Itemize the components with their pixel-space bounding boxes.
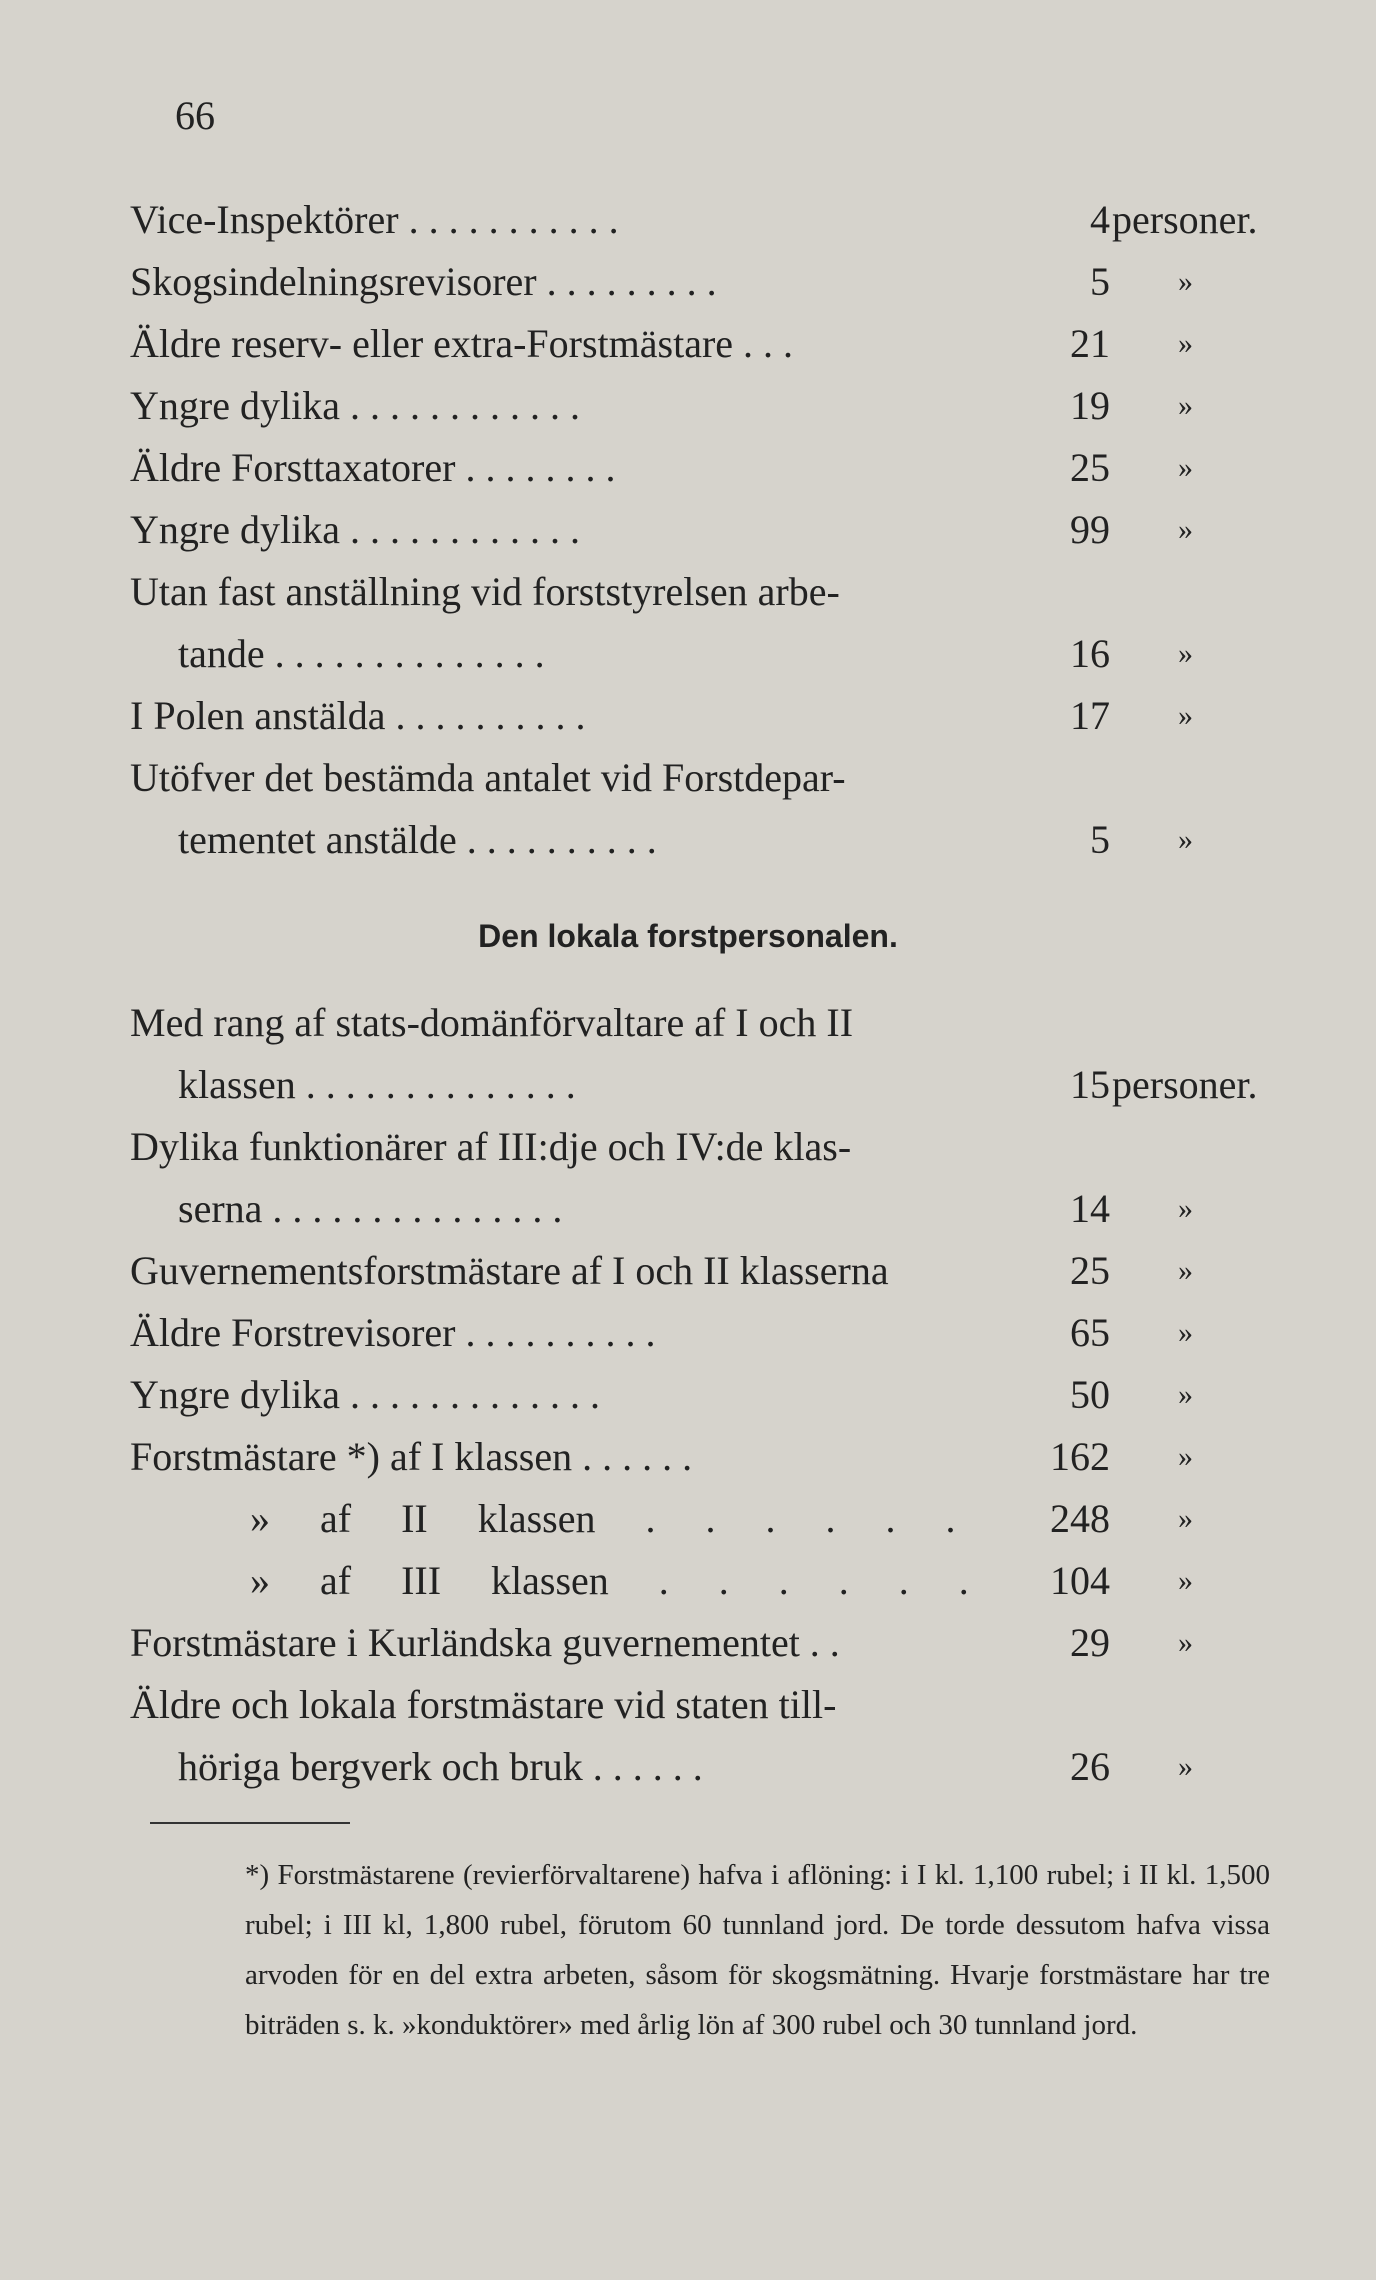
row-label: Äldre och lokala forstmästare vid staten till- bbox=[130, 1682, 837, 1727]
row-label: » af III klassen . . . . . . bbox=[250, 1558, 969, 1603]
page-number: 66 bbox=[175, 93, 215, 138]
row-count: 25 bbox=[1070, 1248, 1110, 1293]
row-label: Guvernementsforstmästare af I och II klasserna bbox=[130, 1248, 889, 1293]
row-label: höriga bergverk och bruk . . . . . . bbox=[178, 1744, 703, 1789]
list-row bbox=[130, 1553, 1270, 1609]
row-unit: » bbox=[1178, 389, 1193, 422]
list-row bbox=[130, 1119, 1270, 1175]
row-unit: » bbox=[1178, 1626, 1193, 1659]
row-count: 4 bbox=[1090, 197, 1110, 242]
row-label: Vice-Inspektörer . . . . . . . . . . . bbox=[130, 197, 619, 242]
list-row bbox=[130, 502, 1270, 558]
row-label: Yngre dylika . . . . . . . . . . . . bbox=[130, 507, 580, 552]
row-count: 17 bbox=[1070, 693, 1110, 738]
list-row bbox=[130, 1367, 1270, 1423]
row-unit: » bbox=[1178, 1440, 1193, 1473]
footnote-rule bbox=[150, 1822, 350, 1824]
list-row bbox=[130, 688, 1270, 744]
row-unit: » bbox=[1178, 699, 1193, 732]
list-row bbox=[130, 1739, 1270, 1795]
row-unit: » bbox=[1178, 823, 1193, 856]
row-unit: » bbox=[1178, 1316, 1193, 1349]
list-row bbox=[130, 626, 1270, 682]
row-unit: » bbox=[1178, 451, 1193, 484]
list-row bbox=[130, 995, 1270, 1051]
list-row bbox=[130, 254, 1270, 310]
row-label: klassen . . . . . . . . . . . . . . bbox=[178, 1062, 576, 1107]
row-count: 14 bbox=[1070, 1186, 1110, 1231]
row-unit: personer. bbox=[1112, 1062, 1258, 1107]
row-label: Äldre Forstrevisorer . . . . . . . . . . bbox=[130, 1310, 656, 1355]
footnote bbox=[150, 1850, 1270, 2050]
row-count: 5 bbox=[1090, 817, 1110, 862]
row-label: Skogsindelningsrevisorer . . . . . . . . . bbox=[130, 259, 717, 304]
row-unit: personer. bbox=[1112, 197, 1258, 242]
row-count: 99 bbox=[1070, 507, 1110, 552]
section-heading: Den lokala forstpersonalen. bbox=[478, 918, 898, 954]
row-unit: » bbox=[1178, 1192, 1193, 1225]
row-count: 162 bbox=[1050, 1434, 1110, 1479]
list-row bbox=[130, 1677, 1270, 1733]
row-unit: » bbox=[1178, 1254, 1193, 1287]
row-label: tande . . . . . . . . . . . . . . bbox=[178, 631, 545, 676]
list-row bbox=[130, 316, 1270, 372]
list-row bbox=[130, 1615, 1270, 1671]
row-unit: » bbox=[1178, 1378, 1193, 1411]
row-count: 21 bbox=[1070, 321, 1110, 366]
row-unit: » bbox=[1178, 265, 1193, 298]
row-count: 15 bbox=[1070, 1062, 1110, 1107]
list-row bbox=[130, 564, 1270, 620]
row-count: 26 bbox=[1070, 1744, 1110, 1789]
row-count: 5 bbox=[1090, 259, 1110, 304]
row-count: 248 bbox=[1050, 1496, 1110, 1541]
row-unit: » bbox=[1178, 637, 1193, 670]
row-label: Äldre Forsttaxatorer . . . . . . . . bbox=[130, 445, 616, 490]
list-row bbox=[130, 440, 1270, 496]
row-label: Dylika funktionärer af III:dje och IV:de klas- bbox=[130, 1124, 852, 1169]
row-count: 19 bbox=[1070, 383, 1110, 428]
list-row bbox=[130, 1181, 1270, 1237]
row-label: Med rang af stats-domänförvaltare af I och II bbox=[130, 1000, 854, 1045]
row-count: 65 bbox=[1070, 1310, 1110, 1355]
row-unit: » bbox=[1178, 1502, 1193, 1535]
row-label: Yngre dylika . . . . . . . . . . . . bbox=[130, 383, 580, 428]
list-row bbox=[130, 1305, 1270, 1361]
row-label: Forstmästare i Kurländska guvernementet . . bbox=[130, 1620, 840, 1665]
row-label: Forstmästare *) af I klassen . . . . . . bbox=[130, 1434, 693, 1479]
row-label: I Polen anstälda . . . . . . . . . . bbox=[130, 693, 586, 738]
list-row bbox=[130, 1491, 1270, 1547]
row-unit: » bbox=[1178, 1750, 1193, 1783]
row-label: Yngre dylika . . . . . . . . . . . . . bbox=[130, 1372, 600, 1417]
row-label: Utöfver det bestämda antalet vid Forstdepar- bbox=[130, 755, 846, 800]
list-row bbox=[130, 812, 1270, 868]
row-count: 29 bbox=[1070, 1620, 1110, 1665]
row-count: 16 bbox=[1070, 631, 1110, 676]
list-row bbox=[130, 1243, 1270, 1299]
row-unit: » bbox=[1178, 327, 1193, 360]
list-row bbox=[130, 1057, 1270, 1113]
row-count: 104 bbox=[1050, 1558, 1110, 1603]
row-unit: » bbox=[1178, 1564, 1193, 1597]
row-label: serna . . . . . . . . . . . . . . . bbox=[178, 1186, 563, 1231]
row-count: 50 bbox=[1070, 1372, 1110, 1417]
row-label: » af II klassen . . . . . . bbox=[250, 1496, 956, 1541]
list-row bbox=[130, 378, 1270, 434]
footnote-text: *) Forstmästarene (revierförvaltarene) hafva i aflöning: i I kl. 1,100 rubel; i II kl. 1,500 rubel; i III kl, 1,800 rubel, förutom 60 tunnland jord. De torde dessutom hafva vissa arvoden för en del extra arbeten, såsom för skogsmätning. Hvarje forstmästare har tre biträden s. k. »konduktörer» med årlig lön af 300 rubel och 30 tunnland jord. bbox=[245, 1859, 1270, 2041]
row-label: Äldre reserv- eller extra-Forstmästare . . . bbox=[130, 321, 794, 366]
row-label: Utan fast anställning vid forststyrelsen arbe- bbox=[130, 569, 840, 614]
row-count: 25 bbox=[1070, 445, 1110, 490]
row-label: tementet anstälde . . . . . . . . . . bbox=[178, 817, 657, 862]
list-row bbox=[130, 192, 1270, 248]
row-unit: » bbox=[1178, 513, 1193, 546]
list-row bbox=[130, 750, 1270, 806]
list-row bbox=[130, 1429, 1270, 1485]
